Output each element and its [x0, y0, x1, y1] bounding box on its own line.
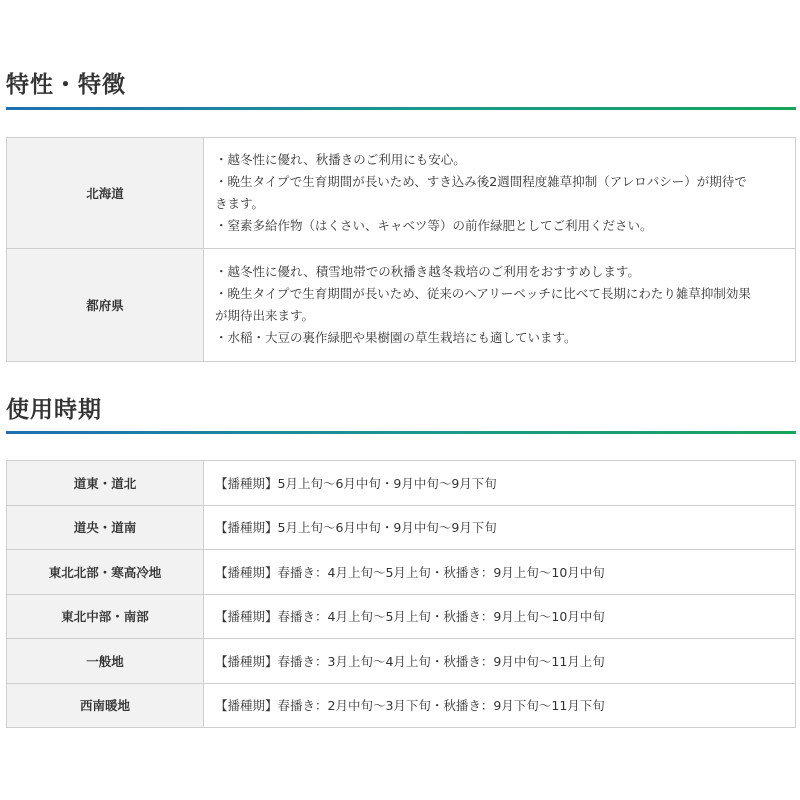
- usage-heading-underline: [6, 431, 796, 434]
- feature-line: ・窒素多給作物（はくさい、キャベツ等）の前作緑肥としてご利用ください。: [215, 218, 653, 233]
- feature-description-cell: [204, 249, 796, 362]
- feature-description-cell: [204, 138, 796, 249]
- sowing-period-cell: 【播種期】春播き：2月中旬～3月下旬・秋播き：9月下旬～11月下旬: [204, 683, 796, 728]
- table-row: [7, 461, 796, 506]
- feature-line: ・越冬性に優れ、積雪地帯での秋播き越冬栽培のご利用をおすすめします。: [215, 264, 640, 279]
- region-label-cell: 東北北部・寒高冷地: [7, 550, 204, 595]
- region-label-cell: 北海道: [7, 138, 204, 249]
- usage-heading: 使用時期: [6, 397, 102, 423]
- sowing-period-cell: 【播種期】5月上旬～6月中旬・9月中旬～9月下旬: [204, 505, 796, 550]
- region-label-cell: 都府県: [7, 249, 204, 362]
- feature-line: ・水稲・大豆の裏作緑肥や果樹園の草生栽培にも適しています。: [215, 330, 577, 345]
- feature-line: ・晩生タイプで生育期間が長いため、すき込み後2週間程度雑草抑制（アレロパシー）が期待で: [215, 174, 747, 189]
- table-row: [7, 249, 796, 362]
- table-row: [7, 639, 796, 684]
- sowing-period-cell: 【播種期】春播き：4月上旬～5月上旬・秋播き：9月上旬～10月中旬: [204, 594, 796, 639]
- feature-line: ・晩生タイプで生育期間が長いため、従来のヘアリーベッチに比べて長期にわたり雑草抑制効果: [215, 286, 751, 301]
- region-label-cell: 道東・道北: [7, 461, 204, 506]
- feature-line: ・越冬性に優れ、秋播きのご利用にも安心。: [215, 152, 466, 167]
- feature-line: が期待出来ます。: [215, 308, 315, 323]
- region-label-cell: 一般地: [7, 639, 204, 684]
- feature-line: きます。: [215, 196, 265, 211]
- table-row: [7, 505, 796, 550]
- usage-table: [6, 460, 796, 728]
- sowing-period-cell: 【播種期】春播き：4月上旬～5月上旬・秋播き：9月上旬～10月中旬: [204, 550, 796, 595]
- table-row: [7, 550, 796, 595]
- sowing-period-cell: 【播種期】春播き：3月上旬～4月上旬・秋播き：9月中旬～11月上旬: [204, 639, 796, 684]
- features-heading-underline: [6, 107, 796, 110]
- table-row: [7, 138, 796, 249]
- region-label-cell: 東北中部・南部: [7, 594, 204, 639]
- features-table: [6, 137, 796, 362]
- sowing-period-cell: 【播種期】5月上旬～6月中旬・9月中旬～9月下旬: [204, 461, 796, 506]
- table-row: [7, 683, 796, 728]
- region-label-cell: 道央・道南: [7, 505, 204, 550]
- region-label-cell: 西南暖地: [7, 683, 204, 728]
- features-heading: 特性・特徴: [6, 72, 126, 98]
- table-row: [7, 594, 796, 639]
